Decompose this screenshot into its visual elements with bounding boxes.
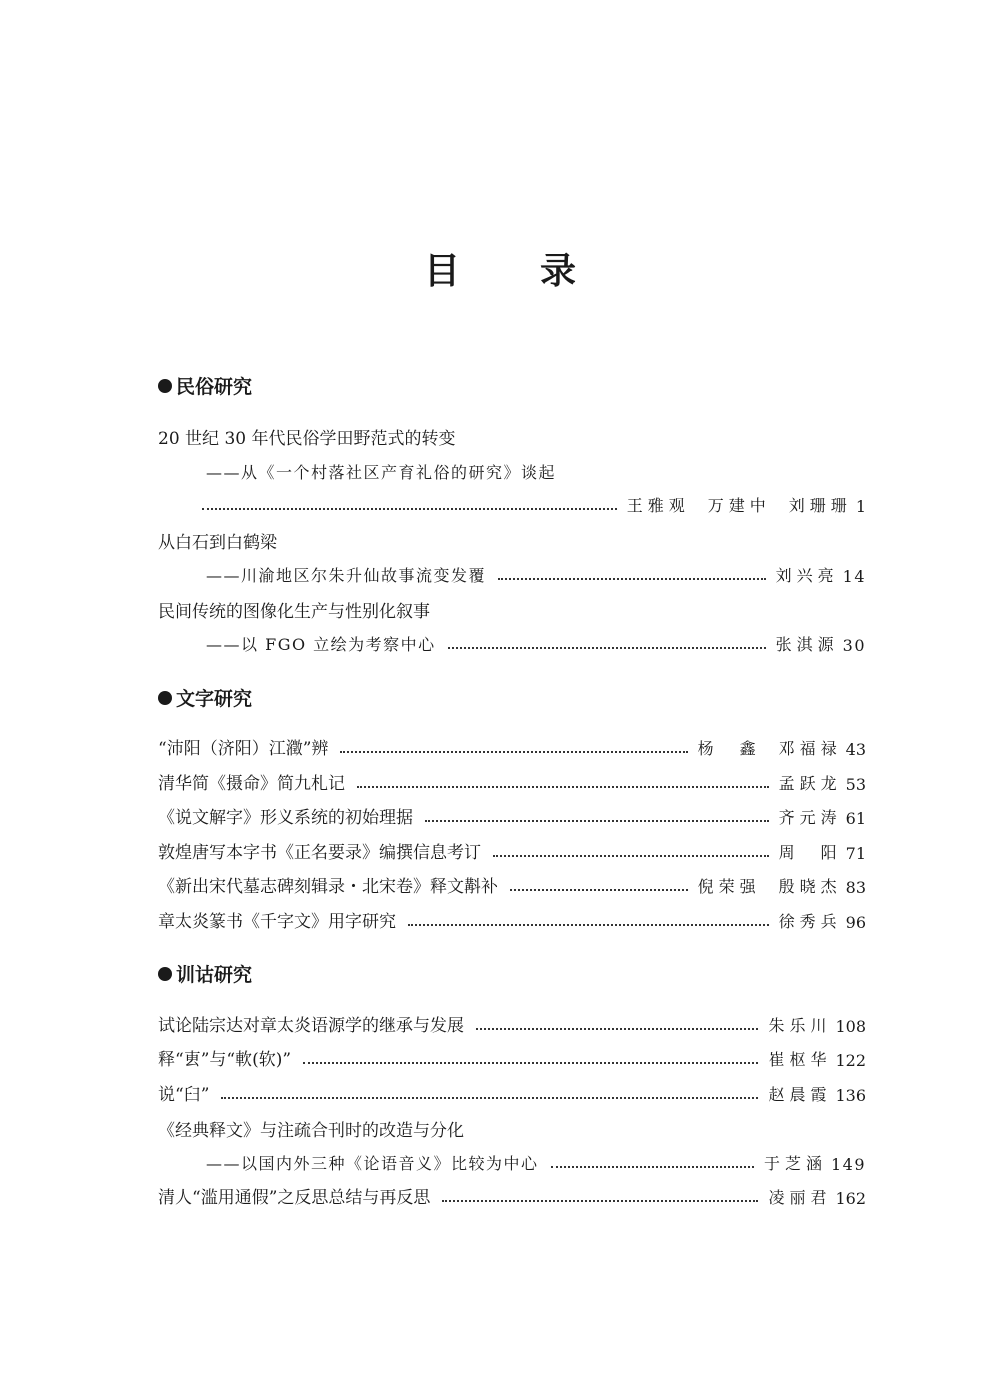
entry-title: 试论陆宗达对章太炎语源学的继承与发展: [158, 1016, 464, 1036]
page-number: 30: [842, 636, 866, 655]
author: 刘珊珊: [788, 496, 852, 515]
toc-row[interactable]: [158, 906, 866, 932]
author: 于芝涵: [763, 1154, 827, 1173]
entry-subtitle: ——从《一个村落社区产育礼俗的研究》谈起: [206, 463, 557, 482]
page-number: 61: [845, 809, 866, 828]
entry-title[interactable]: 20 世纪 30 年代民俗学田野范式的转变: [158, 429, 456, 449]
toc-row[interactable]: [158, 490, 866, 516]
entry-title: 章太炎篆书《千字文》用字研究: [158, 912, 396, 932]
section-heading-folklore: [158, 372, 252, 399]
toc-row[interactable]: [158, 802, 866, 828]
author: 张淇源: [775, 635, 839, 654]
toc-row[interactable]: [158, 871, 866, 897]
author: 周 阳: [778, 843, 842, 862]
toc-row[interactable]: [158, 1010, 866, 1036]
title-char-1: 目: [423, 251, 460, 292]
entry-title: 清人“滥用通假”之反思总结与再反思: [158, 1188, 431, 1208]
entry-title[interactable]: 民间传统的图像化生产与性别化叙事: [158, 602, 430, 622]
toc-row[interactable]: [158, 1182, 866, 1208]
section-label: 文字研究: [176, 688, 253, 710]
bullet-icon: [158, 691, 172, 705]
page-number: 83: [845, 878, 866, 897]
section-label: 训诂研究: [176, 964, 253, 986]
author: 殷晓杰: [778, 877, 842, 896]
page-number: 71: [845, 844, 866, 863]
page-number: 149: [830, 1155, 866, 1174]
entry-title: 释“叀”与“軟(软)”: [158, 1050, 292, 1070]
author: 朱乐川: [768, 1016, 832, 1035]
author: 崔枢华: [768, 1050, 832, 1069]
dot-leader: [510, 889, 688, 891]
toc-row[interactable]: [158, 1079, 866, 1105]
toc-row[interactable]: [158, 1044, 866, 1070]
author: 邓福禄: [778, 739, 842, 758]
page-number: 136: [835, 1086, 866, 1105]
entry-title: “沛阳（济阳）江瀓”辨: [158, 739, 329, 759]
toc-row[interactable]: [206, 1148, 866, 1174]
entry-subtitle: ——以国内外三种《论语音义》比较为中心: [206, 1154, 539, 1173]
entry-subtitle: ——以 FGO 立绘为考察中心: [206, 635, 436, 654]
title-char-2: 录: [540, 251, 577, 292]
author: 万建中: [707, 496, 771, 515]
dot-leader: [221, 1097, 758, 1099]
dot-leader: [357, 786, 769, 788]
toc-row[interactable]: [158, 837, 866, 863]
entry-title: 说“臼”: [158, 1085, 210, 1105]
entry-subtitle: ——川渝地区尔朱升仙故事流变发覆: [206, 566, 487, 585]
author: 徐秀兵: [778, 912, 842, 931]
dot-leader: [498, 578, 766, 580]
dot-leader: [408, 924, 769, 926]
author: 齐元涛: [778, 808, 842, 827]
section-label: 民俗研究: [176, 376, 253, 398]
page-number: 122: [835, 1051, 866, 1070]
dot-leader: [476, 1028, 758, 1030]
entry-title: 《说文解字》形义系统的初始理据: [158, 808, 413, 828]
author: 刘兴亮: [775, 566, 839, 585]
author: 杨 鑫: [697, 739, 761, 758]
dot-leader: [442, 1200, 758, 1202]
page-number: 162: [835, 1189, 866, 1208]
author: 孟跃龙: [778, 774, 842, 793]
dot-leader: [340, 751, 687, 753]
entry-title[interactable]: 《经典释文》与注疏合刊时的改造与分化: [158, 1121, 464, 1141]
dot-leader: [425, 820, 769, 822]
section-heading-philology: [158, 684, 252, 711]
page-number: 1: [855, 497, 866, 516]
dot-leader: [448, 647, 766, 649]
bullet-icon: [158, 967, 172, 981]
entry-title: 《新出宋代墓志碑刻辑录・北宋卷》释文斠补: [158, 877, 498, 897]
author: 倪荣强: [697, 877, 761, 896]
entry-title[interactable]: 从白石到白鹤梁: [158, 533, 277, 553]
author: 王雅观: [626, 496, 690, 515]
section-heading-exegesis: [158, 960, 252, 987]
author: 赵晨霞: [768, 1085, 832, 1104]
toc-row[interactable]: [158, 733, 866, 759]
toc-row[interactable]: [158, 768, 866, 794]
page-number: 14: [842, 567, 866, 586]
page-title: [0, 243, 1000, 294]
dot-leader: [551, 1166, 754, 1168]
bullet-icon: [158, 379, 172, 393]
dot-leader: [303, 1062, 758, 1064]
page-number: 53: [845, 775, 866, 794]
page-number: 96: [845, 913, 866, 932]
dot-leader: [202, 508, 617, 510]
toc-row[interactable]: [206, 629, 866, 655]
entry-title: 敦煌唐写本字书《正名要录》编撰信息考订: [158, 843, 481, 863]
page-number: 43: [845, 740, 866, 759]
page-number: 108: [835, 1017, 866, 1036]
dot-leader: [493, 855, 769, 857]
toc-row[interactable]: [206, 560, 866, 586]
entry-title: 清华简《摄命》简九札记: [158, 774, 345, 794]
author: 凌丽君: [768, 1188, 832, 1207]
